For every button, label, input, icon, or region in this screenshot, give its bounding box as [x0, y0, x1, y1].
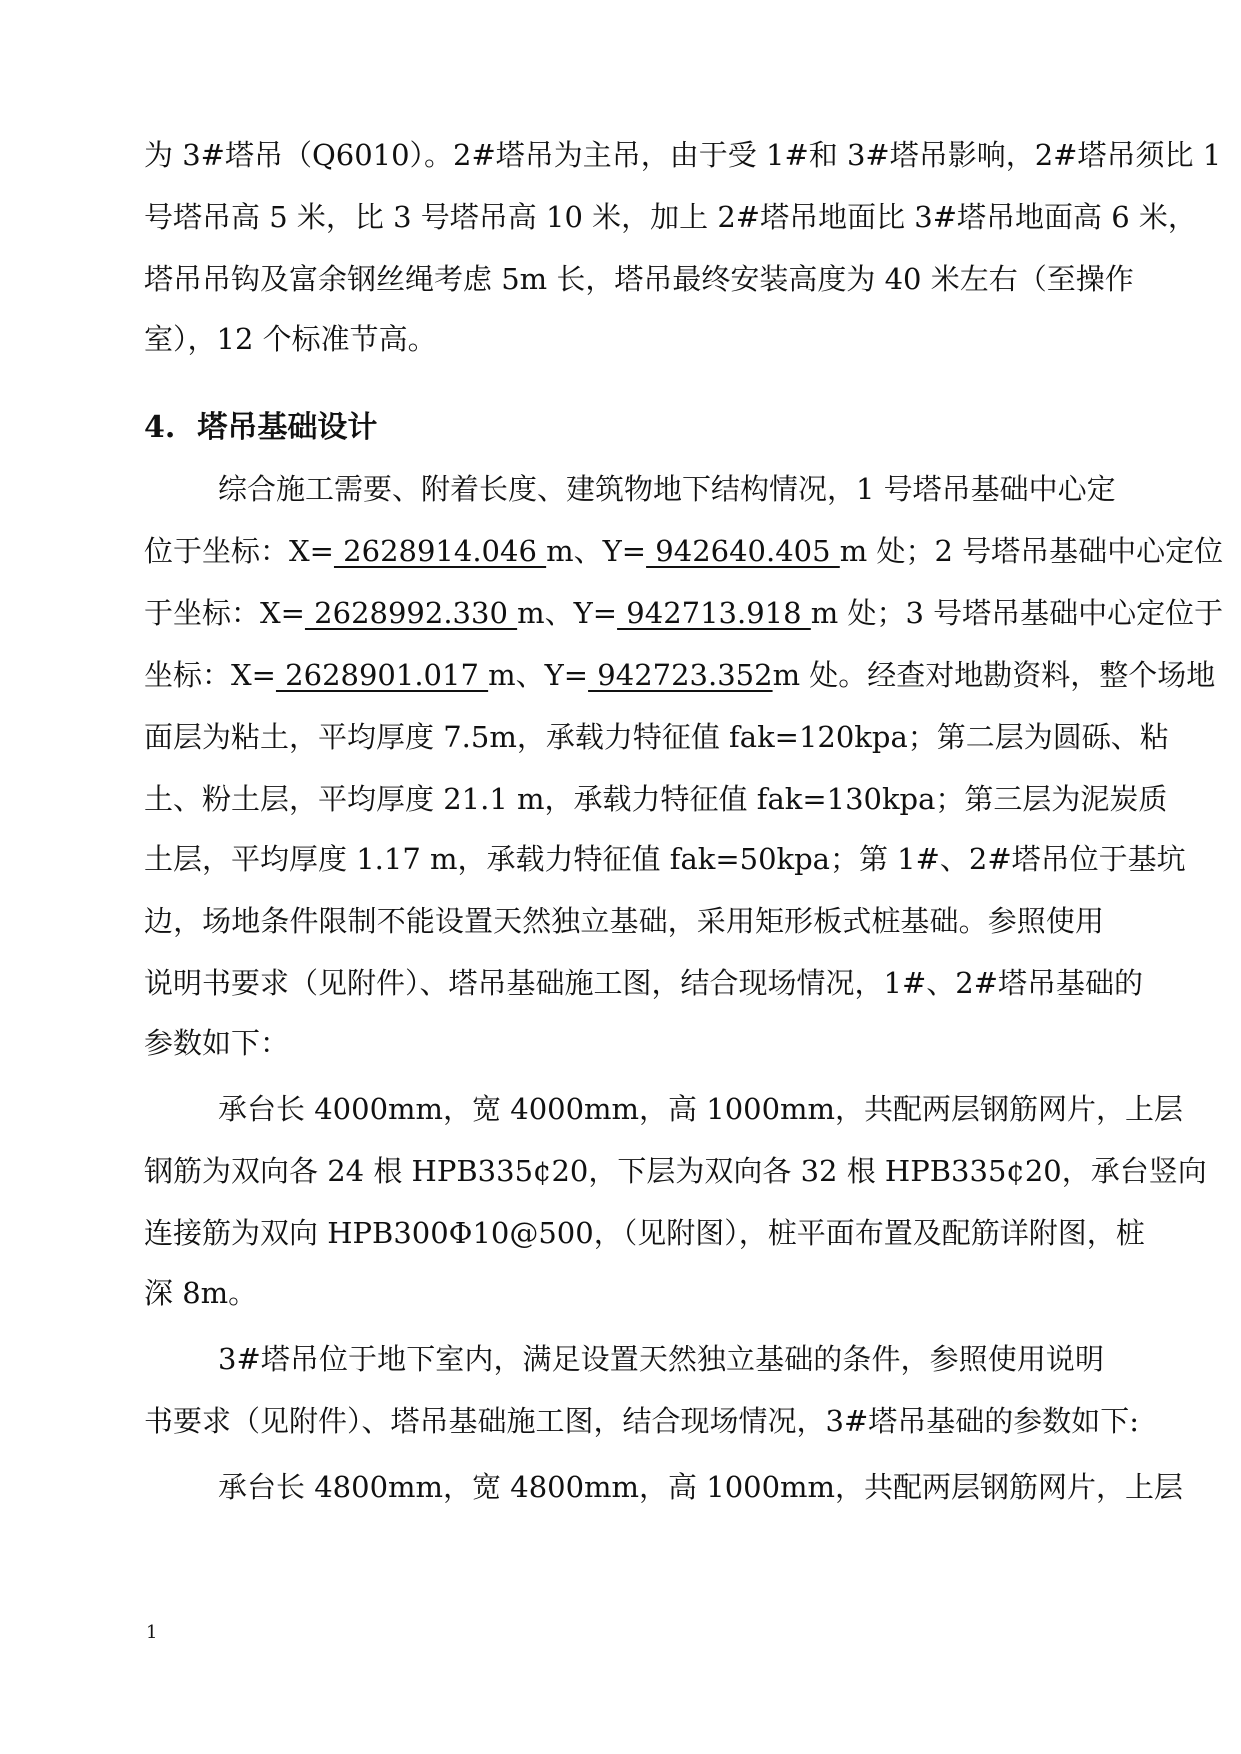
- paragraph-3-line-3: 连接筋为双向 HPB300Φ10@500，（见附图），桩平面布置及配筋详附图，桩: [144, 1216, 1145, 1250]
- coord-text: m 处；2 号塔吊基础中心定位: [839, 534, 1224, 568]
- paragraph-3-line-1: 承台长 4000mm，宽 4000mm，高 1000mm，共配两层钢筋网片，上层: [218, 1092, 1184, 1126]
- coord-label: 于坐标：X=: [144, 596, 305, 630]
- crane-1-x-value: 2628914.046: [333, 534, 547, 568]
- section-title: 塔吊基础设计: [197, 410, 378, 445]
- coord-text: m 处；3 号塔吊基础中心定位于: [810, 596, 1224, 630]
- paragraph-1-line-2: 号塔吊高 5 米，比 3 号塔吊高 10 米，加上 2#塔吊地面比 3#塔吊地面高 6 米，: [144, 200, 1197, 234]
- paragraph-2-line-4: [144, 642, 1216, 708]
- paragraph-2-line-2: [144, 518, 1224, 584]
- crane-2-y-value: 942713.918: [617, 596, 811, 630]
- crane-3-x-value: 2628901.017: [275, 658, 489, 692]
- paragraph-1-line-4: 室），12 个标准节高。: [144, 322, 437, 356]
- coord-label: m、Y=: [517, 596, 618, 630]
- paragraph-5-line-1: 承台长 4800mm，宽 4800mm，高 1000mm，共配两层钢筋网片，上层: [218, 1470, 1184, 1504]
- paragraph-1-line-1: 为 3#塔吊（Q6010）。2#塔吊为主吊，由于受 1#和 3#塔吊影响，2#塔吊须比 1: [144, 138, 1222, 172]
- crane-3-y-value: 942723.352: [588, 658, 773, 692]
- crane-2-x-value: 2628992.330: [304, 596, 518, 630]
- coord-text: m 处。经查对地勘资料，整个场地: [772, 658, 1216, 692]
- coord-label: 坐标：X=: [144, 658, 276, 692]
- paragraph-2-line-10: 参数如下：: [144, 1026, 290, 1060]
- paragraph-4-line-1: 3#塔吊位于地下室内，满足设置天然独立基础的条件，参照使用说明: [218, 1342, 1104, 1376]
- paragraph-2-line-9: 说明书要求（见附件）、塔吊基础施工图，结合现场情况，1#、2#塔吊基础的: [144, 966, 1144, 1000]
- paragraph-1-line-3: 塔吊吊钩及富余钢丝绳考虑 5m 长，塔吊最终安装高度为 40 米左右（至操作: [144, 262, 1134, 296]
- paragraph-2-line-5: 面层为粘土，平均厚度 7.5m，承载力特征值 fak=120kpa；第二层为圆砾、粘: [144, 720, 1169, 754]
- coord-label: m、Y=: [546, 534, 647, 568]
- paragraph-4-line-2: 书要求（见附件）、塔吊基础施工图，结合现场情况，3#塔吊基础的参数如下:: [144, 1404, 1140, 1438]
- paragraph-3-line-4: 深 8m。: [144, 1276, 258, 1310]
- paragraph-2-line-6: 土、粉土层，平均厚度 21.1 m，承载力特征值 fak=130kpa；第三层为泥炭质: [144, 782, 1168, 816]
- coord-label: m、Y=: [488, 658, 589, 692]
- crane-1-y-value: 942640.405: [646, 534, 840, 568]
- coord-label: 位于坐标：X=: [144, 534, 334, 568]
- paragraph-2-line-3: [144, 580, 1224, 646]
- paragraph-2-line-8: 边，场地条件限制不能设置天然独立基础，采用矩形板式桩基础。参照使用: [144, 904, 1104, 938]
- section-number: 4.: [144, 410, 176, 445]
- page-number: 1: [146, 1622, 158, 1643]
- paragraph-2-line-1: 综合施工需要、附着长度、建筑物地下结构情况，1 号塔吊基础中心定: [218, 472, 1116, 506]
- paragraph-3-line-2: 钢筋为双向各 24 根 HPB335¢20，下层为双向各 32 根 HPB335¢20，承台竖向: [144, 1154, 1207, 1188]
- section-heading: [144, 398, 377, 458]
- paragraph-2-line-7: 土层，平均厚度 1.17 m，承载力特征值 fak=50kpa；第 1#、2#塔吊位于基坑: [144, 842, 1186, 876]
